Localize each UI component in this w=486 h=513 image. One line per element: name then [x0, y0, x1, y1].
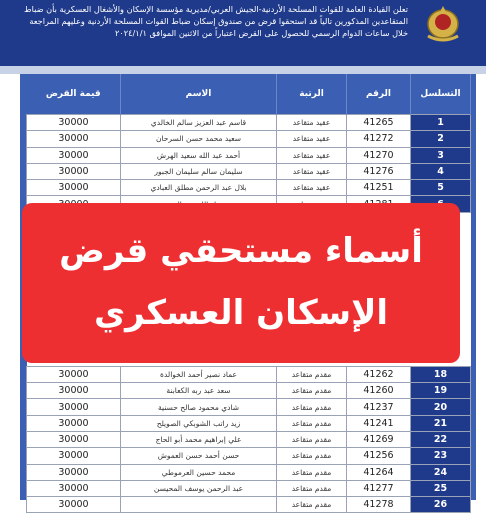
military-number-cell: 41260	[347, 383, 411, 399]
rank-cell: مقدم متقاعد	[277, 448, 347, 464]
name-cell: محمد حسين العرموطي	[121, 464, 277, 480]
serial-cell: 22	[411, 431, 471, 447]
serial-cell: 26	[411, 497, 471, 513]
name-cell: شادي محمود صالح حسنية	[121, 399, 277, 415]
rank-cell: مقدم متقاعد	[277, 415, 347, 431]
rank-cell: عقيد متقاعد	[277, 180, 347, 196]
loan-amount-cell: 30000	[27, 383, 121, 399]
name-cell: عبد الرحمن يوسف المحيسن	[121, 480, 277, 496]
table-row	[27, 147, 471, 163]
name-cell: قاسم عبد العزيز سالم الخالدي	[121, 115, 277, 131]
serial-cell: 3	[411, 147, 471, 163]
table-row	[27, 399, 471, 415]
rank-cell: مقدم متقاعد	[277, 366, 347, 382]
table-row	[27, 497, 471, 513]
announcement-line-2: المتقاعدين المذكورين تالياً قد استحقوا قرض من صندوق إسكان ضباط القوات المسلحة الأردنية وعليهم المراجعة	[29, 16, 408, 26]
military-number-cell: 41264	[347, 464, 411, 480]
header-rank: الرتبة	[277, 74, 347, 115]
header-military-number: الرقم	[347, 74, 411, 115]
rank-cell: عقيد متقاعد	[277, 131, 347, 147]
loan-amount-cell: 30000	[27, 180, 121, 196]
table-row	[27, 366, 471, 382]
loan-amount-cell: 30000	[27, 366, 121, 382]
table-body-bottom	[27, 366, 471, 513]
military-number-cell: 41269	[347, 431, 411, 447]
military-number-cell: 41237	[347, 399, 411, 415]
table-row	[27, 448, 471, 464]
name-cell	[121, 497, 277, 513]
serial-cell: 4	[411, 163, 471, 179]
military-number-cell: 41241	[347, 415, 411, 431]
table-row	[27, 163, 471, 179]
overlay-title-line-2: الإسكان العسكري	[93, 293, 389, 333]
name-cell: بلال عبد الرحمن مطلق العبادي	[121, 180, 277, 196]
loan-amount-cell: 30000	[27, 131, 121, 147]
serial-cell: 23	[411, 448, 471, 464]
military-number-cell: 41278	[347, 497, 411, 513]
rank-cell: مقدم متقاعد	[277, 480, 347, 496]
announcement-line-1: تعلن القيادة العامة للقوات المسلحة الأردنية-الجيش العربي/مديرية مؤسسة الإسكان والأشغال العسكرية بأن ضباط	[24, 4, 408, 14]
announcement-line-3: خلال ساعات الدوام الرسمي للحصول على القرض اعتباراً من الاثنين الموافق ٢٠٢٤/١/١	[114, 28, 408, 38]
name-cell: زيد راتب الشوبكي الصويلح	[121, 415, 277, 431]
serial-cell: 1	[411, 115, 471, 131]
military-number-cell: 41277	[347, 480, 411, 496]
loan-amount-cell: 30000	[27, 415, 121, 431]
table-row	[27, 115, 471, 131]
table-row	[27, 131, 471, 147]
loan-amount-cell: 30000	[27, 464, 121, 480]
header-loan-amount: قيمة القرض	[27, 74, 121, 115]
name-cell: أحمد عبد الله سعيد الهرش	[121, 147, 277, 163]
serial-cell: 18	[411, 366, 471, 382]
rank-cell: مقدم متقاعد	[277, 464, 347, 480]
loan-amount-cell: 30000	[27, 431, 121, 447]
rank-cell: عقيد متقاعد	[277, 115, 347, 131]
header-name: الاسم	[121, 74, 277, 115]
serial-cell: 19	[411, 383, 471, 399]
loan-amount-cell: 30000	[27, 163, 121, 179]
name-cell: سعيد محمد حسن السرحان	[121, 131, 277, 147]
military-number-cell: 41251	[347, 180, 411, 196]
table-row	[27, 431, 471, 447]
rank-cell: عقيد متقاعد	[277, 147, 347, 163]
announcement-text	[8, 3, 408, 39]
loan-amount-cell: 30000	[27, 448, 121, 464]
table-row	[27, 464, 471, 480]
name-cell: علي إبراهيم محمد أبو الحاج	[121, 431, 277, 447]
rank-cell: مقدم متقاعد	[277, 431, 347, 447]
military-number-cell: 41262	[347, 366, 411, 382]
army-emblem-icon	[420, 2, 466, 42]
loan-amount-cell: 30000	[27, 115, 121, 131]
serial-cell: 21	[411, 415, 471, 431]
loan-amount-cell: 30000	[27, 480, 121, 496]
loan-amount-cell: 30000	[27, 147, 121, 163]
header-divider	[0, 66, 486, 74]
military-number-cell: 41270	[347, 147, 411, 163]
military-number-cell: 41272	[347, 131, 411, 147]
name-cell: سعد عبد ربه الكعابنة	[121, 383, 277, 399]
table-row	[27, 415, 471, 431]
name-cell: حسن أحمد حسن العموش	[121, 448, 277, 464]
name-cell: سليمان سالم سليمان الجبور	[121, 163, 277, 179]
rank-cell: مقدم متقاعد	[277, 399, 347, 415]
table-row	[27, 383, 471, 399]
serial-cell: 20	[411, 399, 471, 415]
military-number-cell: 41256	[347, 448, 411, 464]
rank-cell: مقدم متقاعد	[277, 383, 347, 399]
title-overlay	[22, 203, 460, 363]
rank-cell: مقدم متقاعد	[277, 497, 347, 513]
serial-cell: 5	[411, 180, 471, 196]
name-cell: عماد نصير أحمد الخوالدة	[121, 366, 277, 382]
serial-cell: 24	[411, 464, 471, 480]
table-row	[27, 480, 471, 496]
serial-cell: 2	[411, 131, 471, 147]
overlay-title-line-1: أسماء مستحقي قرض	[59, 231, 423, 271]
loan-amount-cell: 30000	[27, 497, 121, 513]
loan-amount-cell: 30000	[27, 399, 121, 415]
military-number-cell: 41265	[347, 115, 411, 131]
table-row	[27, 180, 471, 196]
header-serial: التسلسل	[411, 74, 471, 115]
table-header-row	[27, 74, 471, 115]
military-number-cell: 41276	[347, 163, 411, 179]
header-banner	[0, 0, 486, 74]
table-body-top	[27, 115, 471, 213]
rank-cell: عقيد متقاعد	[277, 163, 347, 179]
serial-cell: 25	[411, 480, 471, 496]
